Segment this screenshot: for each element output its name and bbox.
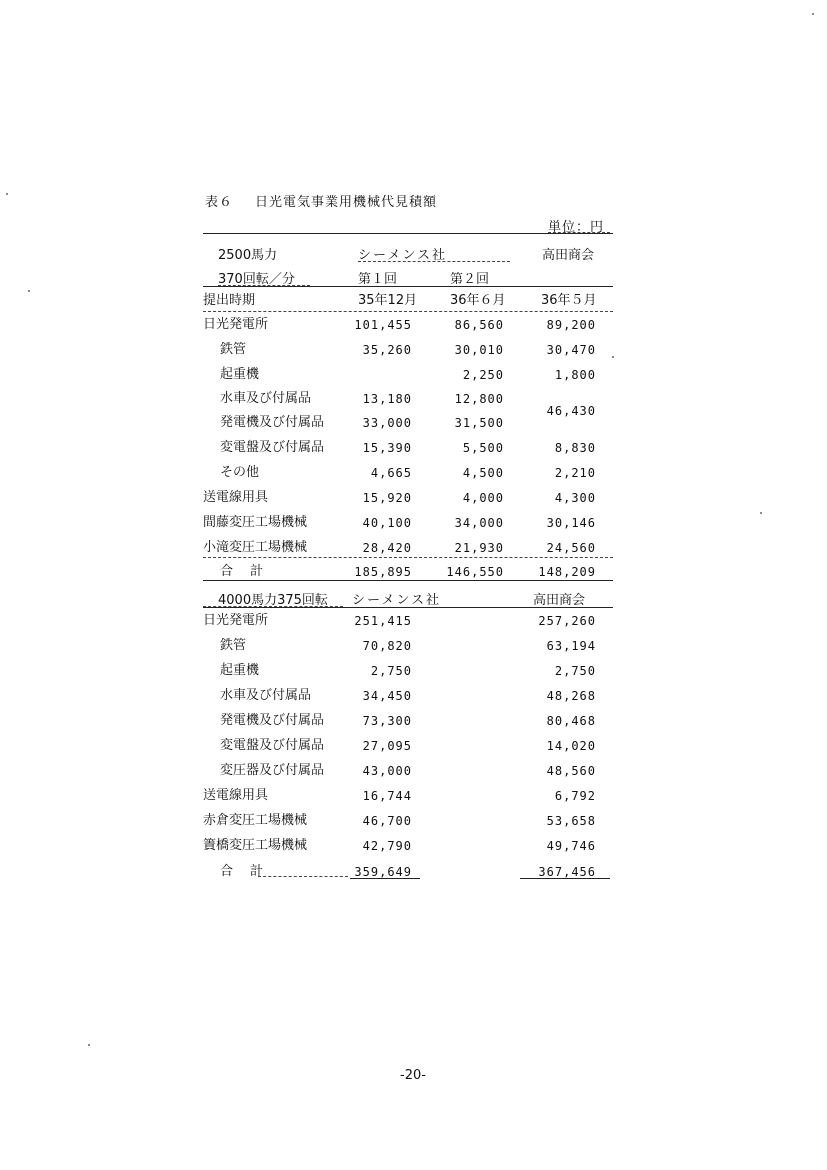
row-value-siemens: 42,790 <box>362 839 412 853</box>
vendor-takata-header: 高田商会 <box>542 248 595 263</box>
date-row-rule <box>203 311 613 312</box>
page-number: -20- <box>400 1068 426 1083</box>
row-label: 変電盤及び付属品 <box>220 440 325 455</box>
round-2-header: 第２回 <box>450 272 490 287</box>
row-value-r2: 4,500 <box>462 466 504 480</box>
row-value-siemens: 16,744 <box>362 789 412 803</box>
row-value-siemens: 34,450 <box>362 689 412 703</box>
row-value-takata: 2,210 <box>554 466 596 480</box>
row-label: 起重機 <box>220 367 260 382</box>
vendor-takata-header-2: 高田商会 <box>533 593 586 608</box>
date-round2: 36年６月 <box>450 293 506 308</box>
row-value-takata: 30,470 <box>546 343 596 357</box>
total-takata-2: 367,456 <box>538 865 596 879</box>
table-top-rule <box>203 233 613 234</box>
row-value-r1: 15,390 <box>362 441 412 455</box>
section2-header-rule <box>203 607 613 608</box>
row-value-r2: 2,250 <box>462 368 504 382</box>
scan-speck <box>612 356 614 358</box>
spec-power-1: 2500馬力 <box>218 248 278 263</box>
row-value-takata: 257,260 <box>538 614 596 628</box>
scan-speck <box>88 1044 90 1046</box>
row-label: 間藤変圧工場機械 <box>203 515 308 530</box>
row-label: 日光発電所 <box>203 317 269 332</box>
row-value-siemens: 70,820 <box>362 639 412 653</box>
row-value-takata: 14,020 <box>546 739 596 753</box>
total-label-2: 合 計 <box>220 864 266 879</box>
row-label: 日光発電所 <box>203 613 269 628</box>
row-label: 起重機 <box>220 663 260 678</box>
date-row-label: 提出時期 <box>203 293 256 308</box>
subtotal-rule <box>203 557 613 558</box>
table-title <box>205 191 437 210</box>
total-r2: 146,550 <box>446 565 504 579</box>
total-label-1: 合 計 <box>220 564 266 579</box>
row-value-takata: 63,194 <box>546 639 596 653</box>
row-value-r2: 12,800 <box>454 392 504 406</box>
total2-rule-siemens <box>350 878 420 879</box>
row-value-r2: 31,500 <box>454 416 504 430</box>
row-label: 発電機及び付属品 <box>220 713 325 728</box>
scan-speck <box>812 13 814 15</box>
header-rule <box>203 286 613 287</box>
scan-speck <box>6 193 8 195</box>
row-value-takata: 8,830 <box>554 441 596 455</box>
row-value-r2: 34,000 <box>454 516 504 530</box>
row-value-siemens: 73,300 <box>362 714 412 728</box>
row-value-takata: 80,468 <box>546 714 596 728</box>
row-value-r1: 35,260 <box>362 343 412 357</box>
row-value-takata: 48,268 <box>546 689 596 703</box>
round-1-header: 第１回 <box>358 272 398 287</box>
scan-speck <box>760 512 762 514</box>
row-value-r2: 5,500 <box>462 441 504 455</box>
row-label: 水車及び付属品 <box>220 391 312 406</box>
row-label: 簀橋変圧工場機械 <box>203 838 308 853</box>
date-takata: 36年５月 <box>541 293 597 308</box>
vendor-siemens-header-2: シーメンス社 <box>352 593 441 608</box>
row-label: 水車及び付属品 <box>220 688 312 703</box>
row-value-r1: 28,420 <box>362 541 412 555</box>
table-name: 日光電気事業用機械代見積額 <box>255 195 438 210</box>
row-value-siemens: 27,095 <box>362 739 412 753</box>
scan-speck <box>28 290 30 292</box>
vendor-siemens-header: シーメンス社 <box>358 248 447 263</box>
row-value-takata: 1,800 <box>554 368 596 382</box>
row-value-takata: 2,750 <box>554 664 596 678</box>
row-value-takata: 4,300 <box>554 491 596 505</box>
row-value-r1: 101,455 <box>354 318 412 332</box>
row-value-takata: 48,560 <box>546 764 596 778</box>
row-value-r1: 33,000 <box>362 416 412 430</box>
row-label: 赤倉変圧工場機械 <box>203 813 308 828</box>
table-number: 表６ <box>205 195 234 210</box>
row-value-siemens: 43,000 <box>362 764 412 778</box>
total-takata: 148,209 <box>538 565 596 579</box>
spec-rpm-1: 370回転／分 <box>218 272 295 287</box>
row-value-takata: 49,746 <box>546 839 596 853</box>
row-label: 鉄管 <box>220 342 247 357</box>
spec-power-2: 4000馬力375回転 <box>218 593 328 608</box>
row-value-takata: 89,200 <box>546 318 596 332</box>
row-value-r1: 13,180 <box>362 392 412 406</box>
row-label: 変圧器及び付属品 <box>220 763 325 778</box>
row-value-takata: 30,146 <box>546 516 596 530</box>
section1-bottom-rule <box>203 580 613 581</box>
row-value-siemens: 2,750 <box>370 664 412 678</box>
row-label: 送電線用具 <box>203 788 269 803</box>
total2-rule-takata <box>520 878 610 879</box>
row-value-siemens: 251,415 <box>354 614 412 628</box>
row-value-r2: 4,000 <box>462 491 504 505</box>
row-value-r2: 86,560 <box>454 318 504 332</box>
total-r1: 185,895 <box>354 565 412 579</box>
row-value-takata: 6,792 <box>554 789 596 803</box>
row-value-siemens: 46,700 <box>362 814 412 828</box>
total-siemens: 359,649 <box>354 865 412 879</box>
row-label: 鉄管 <box>220 638 247 653</box>
row-value-r1: 4,665 <box>370 466 412 480</box>
vendor-siemens-underline <box>358 261 510 262</box>
unit-label: 単位：円 <box>548 220 605 235</box>
date-round1: 35年12月 <box>358 293 418 308</box>
row-value-r2: 30,010 <box>454 343 504 357</box>
merged-value-takata: 46,430 <box>546 404 596 418</box>
row-value-r1: 40,100 <box>362 516 412 530</box>
row-value-r1: 15,920 <box>362 491 412 505</box>
row-value-r2: 21,930 <box>454 541 504 555</box>
row-value-takata: 24,560 <box>546 541 596 555</box>
row-value-takata: 53,658 <box>546 814 596 828</box>
row-label: 変電盤及び付属品 <box>220 738 325 753</box>
row-label: 発電機及び付属品 <box>220 415 325 430</box>
row-label: その他 <box>220 465 260 480</box>
total2-leader <box>258 876 348 877</box>
row-label: 送電線用具 <box>203 490 269 505</box>
row-label: 小滝変圧工場機械 <box>203 540 308 555</box>
